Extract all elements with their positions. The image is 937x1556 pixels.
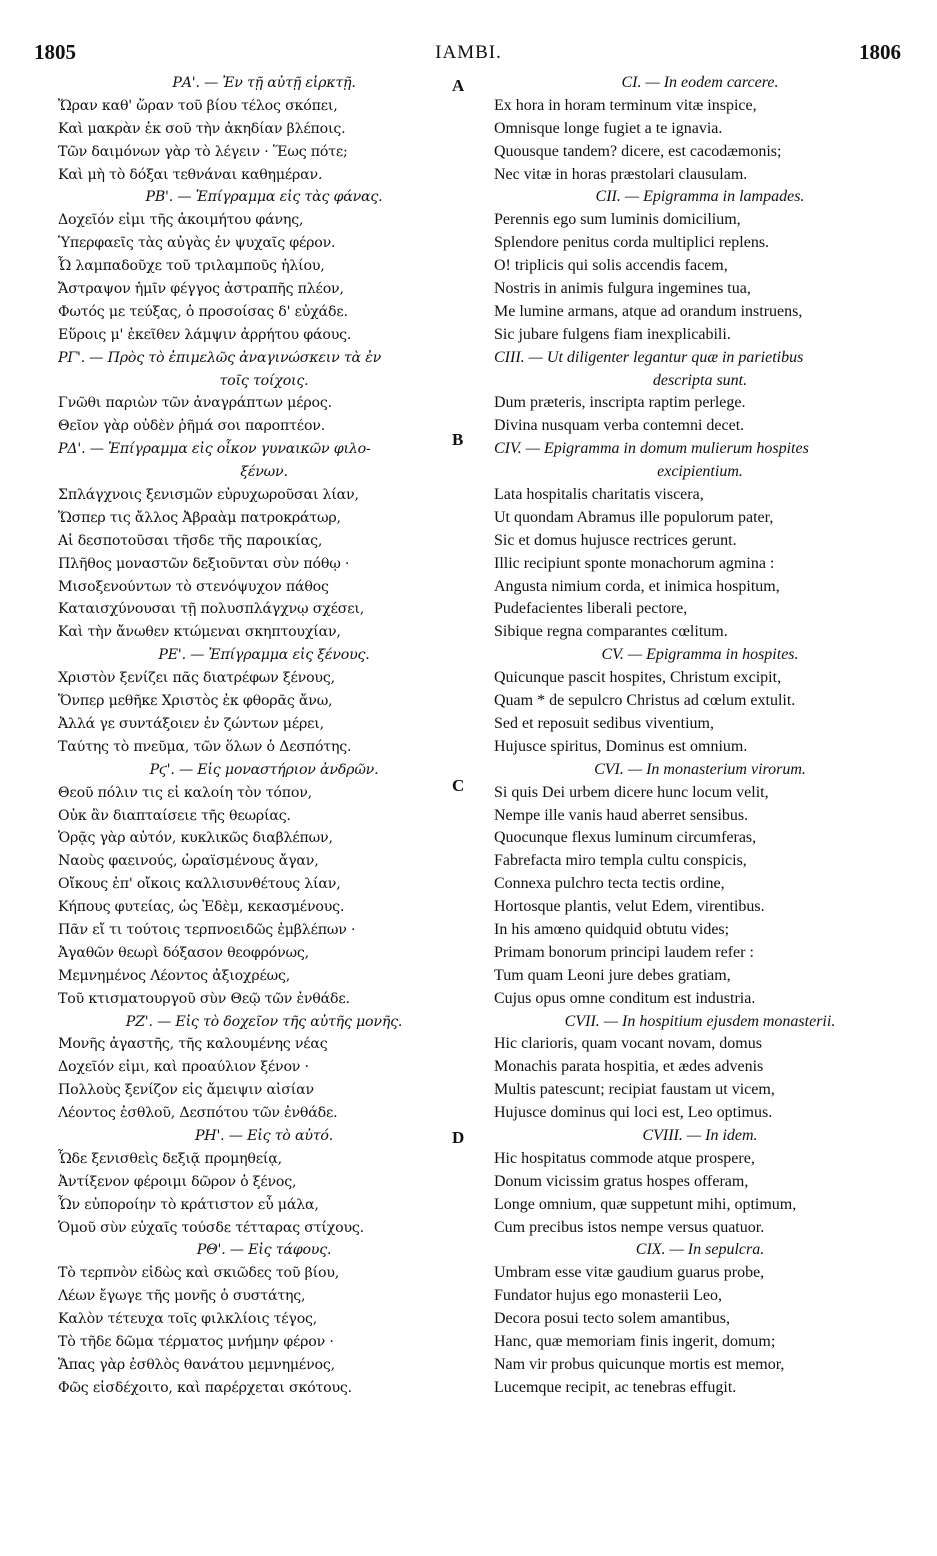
latin-verse-line: Fundator hujus ego monasterii Leo, (494, 1287, 722, 1305)
latin-verse-line: Cujus opus omne conditum est industria. (494, 989, 756, 1007)
greek-verse-line: Ὥραν καθ' ὥραν τοῦ βίου τέλος σκόπει, (58, 97, 338, 114)
greek-verse-line: Καὶ μὴ τὸ δόξαι τεθνάναι καθημέραν. (58, 166, 323, 183)
latin-verse-line: Si quis Dei urbem dicere hunc locum velit, (494, 783, 769, 801)
latin-heading: CVI. — In monasterium virorum. (594, 760, 806, 778)
greek-heading: ΡΒ'. — Ἐπίγραμμα εἰς τὰς φάνας. (145, 189, 383, 206)
greek-heading: ΡΖ'. — Εἰς τὸ δοχεῖον τῆς αὐτῆς μονῆς. (125, 1013, 403, 1030)
greek-verse-line: Γνῶθι παριὼν τῶν ἀναγράπτων μέρος. (58, 395, 332, 412)
latin-verse-line: Divina nusquam verba contemni decet. (494, 417, 745, 435)
greek-column (58, 72, 470, 1400)
greek-verse-line: Καὶ τὴν ἄνωθεν κτώμεναι σκηπτουχίαν, (58, 624, 341, 641)
latin-verse-line: Lata hospitalis charitatis viscera, (494, 486, 704, 504)
latin-verse-line: Ex hora in horam terminum vitæ inspice, (494, 96, 757, 114)
latin-verse-line: Multis patescunt; recipiat faustam ut vicem, (494, 1081, 775, 1099)
latin-verse-line: Me lumine armans, atque ad orandum instruens, (494, 302, 803, 320)
greek-verse-line: Καὶ μακρὰν ἐκ σοῦ τὴν ἀκηδίαν βλέποις. (58, 120, 346, 137)
greek-verse-line: Αἱ δεσποτοῦσαι τῆσδε τῆς παροικίας, (58, 532, 323, 549)
greek-verse-line: Ὥσπερ τις ἄλλος Ἀβραὰμ πατροκράτωρ, (58, 509, 341, 526)
latin-verse-line: Nostris in animis fulgura ingemines tua, (494, 280, 751, 298)
greek-verse-line: Θεοῦ πόλιν τις εἰ καλοίη τὸν τόπον, (58, 784, 312, 801)
latin-column (494, 72, 906, 1400)
greek-heading: ΡΓ'. — Πρὸς τὸ ἐπιμελῶς ἀναγινώσκειν τὰ ἐν (58, 349, 382, 366)
latin-verse-line: Hanc, quæ memoriam finis ingerit, domum; (494, 1332, 776, 1350)
latin-verse-line: Monachis parata hospitia, et ædes advenis (494, 1058, 764, 1076)
greek-verse-line: Ἅπας γὰρ ἐσθλὸς θανάτου μεμνημένος, (58, 1356, 335, 1373)
latin-verse-line: O! triplicis qui solis accendis facem, (494, 257, 728, 275)
margin-marker-c: C (452, 776, 465, 795)
latin-heading: CIII. — Ut diligenter legantur quæ in parietibus (494, 348, 804, 366)
latin-verse-line: Hortosque plantis, velut Edem, virentibus. (494, 898, 765, 916)
greek-verse-line: Ὦ λαμπαδοῦχε τοῦ τριλαμποῦς ἡλίου, (58, 258, 325, 275)
latin-verse-line: Quam * de sepulcro Christus ad cœlum extulit. (494, 692, 796, 710)
latin-verse-line: Quousque tandem? dicere, est cacodæmonis; (494, 142, 782, 160)
greek-verse-line: Φωτός με τεύξας, ὁ προσοίσας δ' εὐχάδε. (58, 303, 348, 320)
greek-verse-line: Μισοξενούντων τὸ στενόψυχον πάθος (58, 578, 329, 595)
latin-verse-line: Fabrefacta miro templa cultu conspicis, (494, 852, 747, 870)
greek-verse-line: Δοχεῖόν εἰμι τῆς ἀκοιμήτου φάνης, (58, 212, 304, 229)
margin-marker-a: A (452, 76, 465, 95)
greek-heading: τοῖς τοίχοις. (219, 372, 309, 389)
greek-verse-line: Σπλάγχνοις ξενισμῶν εὐρυχωροῦσαι λίαν, (58, 487, 359, 504)
latin-verse-line: Pudefacientes liberali pectore, (494, 600, 688, 618)
greek-verse-line: Ὧδε ξενισθεὶς δεξιᾷ προμηθείᾳ, (58, 1150, 282, 1167)
latin-verse-line: Splendore penitus corda multiplici replens. (494, 234, 770, 252)
latin-heading: CVIII. — In idem. (642, 1126, 758, 1144)
greek-verse-line: Καλὸν τέτευχα τοῖς φιλκλίοις τέγος, (58, 1311, 318, 1328)
greek-heading: ξένων. (240, 464, 288, 481)
greek-verse-line: Πολλοὺς ξενίζον εἰς ἄμειψιν αἰσίαν (58, 1082, 314, 1099)
latin-heading: CI. — In eodem carcere. (621, 74, 779, 91)
greek-verse-line: Φῶς εἰσδέχοιτο, καὶ παρέρχεται σκότους. (58, 1379, 352, 1396)
greek-verse-line: Χριστὸν ξενίζει πᾶς διατρέφων ξένους, (58, 670, 335, 687)
margin-marker-b: B (452, 430, 464, 449)
latin-verse-line: Hic clarioris, quam vocant novam, domus (494, 1035, 762, 1053)
latin-verse-line: Longe omnium, quæ suppetunt mihi, optimum, (494, 1195, 797, 1213)
greek-verse-line: Ἀλλά γε συντάξοιεν ἐν ζώντων μέρει, (58, 715, 324, 732)
latin-verse-line: Tum quam Leoni jure debes gratiam, (494, 966, 731, 984)
latin-verse-line: Quocunque flexus luminum circumferas, (494, 829, 757, 847)
latin-verse-line: Nec vitæ in horas præstolari clausulam. (494, 165, 748, 183)
latin-heading: CVII. — In hospitium ejusdem monasterii. (564, 1012, 836, 1030)
latin-verse-line: Umbram esse vitæ gaudium guarus probe, (494, 1264, 765, 1282)
greek-verse-line: Δοχεῖόν εἰμι, καὶ προαύλιον ξένον · (58, 1059, 309, 1076)
margin-marker-d: D (452, 1128, 465, 1147)
greek-heading: Ρϛ'. — Εἰς μοναστήριον ἀνδρῶν. (149, 761, 379, 778)
greek-verse-line: Ἀντίξενον φέροιμι δῶρον ὁ ξένος, (58, 1173, 297, 1190)
greek-heading: ΡΑ'. — Ἐν τῇ αὐτῇ εἱρκτῇ. (172, 75, 356, 91)
greek-verse-line: Πᾶν εἴ τι τούτοις τερπνοειδῶς ἐμβλέπων · (58, 921, 356, 938)
greek-verse-line: Εὕροις μ' ἐκεῖθεν λάμψιν ἀρρήτου φάους. (58, 326, 352, 343)
greek-verse-line: Ἀγαθῶν θεωρὶ δόξασον θεοφρόνως, (58, 944, 309, 961)
greek-verse-line: Ὁμοῦ σὺν εὐχαῖς τούσδε τέτταρας στίχους. (58, 1219, 364, 1236)
latin-verse-line: Nempe ille vanis haud aberret sensibus. (494, 806, 749, 824)
greek-verse-line: Οὐκ ἂν διαπταίσειε τῆς θεωρίας. (58, 807, 291, 824)
running-title: IAMBI. (435, 42, 502, 63)
latin-verse-line: Lucemque recipit, ac tenebras effugit. (494, 1378, 737, 1396)
greek-verse-line: Ἄστραψον ἡμῖν φέγγος ἀστραπῆς πλέον, (58, 281, 344, 298)
greek-verse-line: Τὸ τῆδε δῶμα τέρματος μνήμην φέρον · (58, 1333, 334, 1350)
greek-verse-line: Τοῦ κτισματουργοῦ σὺν Θεῷ τῶν ἐνθάδε. (58, 990, 350, 1007)
latin-verse-line: Quicunque pascit hospites, Christum excipit, (494, 669, 782, 687)
latin-heading: CIX. — In sepulcra. (635, 1241, 765, 1259)
latin-verse-line: In his amœno quidquid obtutu vides; (494, 920, 730, 938)
latin-verse-line: Donum vicissim gratus hospes offeram, (494, 1172, 749, 1190)
greek-heading: ΡΘ'. — Εἰς τάφους. (196, 1242, 332, 1259)
latin-heading: CII. — Epigramma in lampades. (595, 188, 805, 206)
latin-heading: CV. — Epigramma in hospites. (601, 646, 799, 664)
latin-heading: excipientium. (657, 463, 743, 481)
latin-verse-line: Sibique regna comparantes cœlitum. (494, 623, 728, 641)
latin-verse-line: Illic recipiunt sponte monachorum agmina : (494, 554, 775, 572)
greek-verse-line: Λέοντος ἐσθλοῦ, Δεσπότου τῶν ἐνθάδε. (58, 1105, 338, 1122)
latin-verse-line: Hujusce spiritus, Dominus est omnium. (494, 737, 748, 755)
greek-verse-line: Ναοὺς φαεινούς, ὡραϊσμένους ἄγαν, (58, 853, 319, 870)
greek-heading: ΡΔ'. — Ἐπίγραμμα εἰς οἶκον γυναικῶν φιλο- (58, 441, 371, 458)
greek-verse-line: Μεμνημένος Λέοντος ἀξιοχρέως, (58, 967, 291, 984)
left-page-number: 1805 (34, 40, 76, 64)
greek-verse-line: Τῶν δαιμόνων γὰρ τὸ λέγειν · Ἕως πότε; (58, 143, 348, 160)
latin-heading: CIV. — Epigramma in domum mulierum hospites (494, 440, 809, 458)
latin-verse-line: Hic hospitatus commode atque prospere, (494, 1149, 755, 1167)
greek-verse-line: Καταισχύνουσαι τῇ πολυσπλάγχνῳ σχέσει, (58, 601, 365, 618)
greek-verse-line: Κήπους φυτείας, ὡς Ἐδὲμ, κεκασμένους. (58, 899, 345, 916)
latin-verse-line: Hujusce dominus qui loci est, Leo optimus. (494, 1104, 773, 1122)
latin-verse-line: Sic jubare fulgens fiam inexplicabili. (494, 325, 731, 343)
latin-verse-line: Omnisque longe fugiet a te ignavia. (494, 119, 723, 137)
latin-verse-line: Decora posui tecto solem amantibus, (494, 1310, 730, 1328)
greek-verse-line: Ὅνπερ μεθῆκε Χριστὸς ἐκ φθορᾶς ἄνω, (58, 693, 333, 710)
latin-verse-line: Angusta nimium corda, et inimica hospitum, (494, 577, 780, 595)
latin-verse-line: Ut quondam Abramus ille populorum pater, (494, 508, 774, 526)
latin-verse-line: Connexa pulchro tecta tectis ordine, (494, 875, 725, 893)
latin-verse-line: Nam vir probus quicunque mortis est memor, (494, 1355, 785, 1373)
greek-verse-line: Ὑπερφαεῖς τὰς αὐγὰς ἐν ψυχαῖς φέρον. (58, 235, 336, 252)
right-page-number: 1806 (859, 40, 901, 64)
latin-verse-line: Primam bonorum principi laudem refer : (494, 943, 754, 961)
latin-verse-line: Sed et reposuit sedibus viventium, (494, 714, 714, 732)
latin-verse-line: Dum præteris, inscripta raptim perlege. (494, 394, 746, 412)
greek-verse-line: Ὧν εὐποροίην τὸ κράτιστον εὖ μάλα, (58, 1196, 319, 1213)
greek-verse-line: Οἴκους ἐπ' οἴκοις καλλισυνθέτους λίαν, (58, 876, 341, 893)
latin-verse-line: Cum precibus istos nempe versus quatuor. (494, 1218, 765, 1236)
greek-verse-line: Λέων ἔγωγε τῆς μονῆς ὁ συστάτης, (58, 1288, 306, 1305)
greek-verse-line: Θεῖον γὰρ οὐδὲν ῥῆμά σοι παροπτέον. (58, 418, 326, 435)
greek-verse-line: Πλῆθος μοναστῶν δεξιοῦνται σὺν πόθῳ · (58, 555, 350, 572)
greek-heading: ΡΕ'. — Ἐπίγραμμα εἰς ξένους. (158, 647, 370, 664)
greek-verse-line: Μονῆς ἀγαστῆς, τῆς καλουμένης νέας (58, 1036, 328, 1053)
latin-heading: descripta sunt. (652, 371, 748, 389)
latin-verse-line: Sic et domus hujusce rectrices gerunt. (494, 531, 737, 549)
greek-heading: ΡΗ'. — Εἰς τὸ αὐτό. (194, 1127, 334, 1144)
greek-verse-line: Τὸ τερπνὸν εἰδὼς καὶ σκιῶδες τοῦ βίου, (58, 1265, 340, 1282)
greek-verse-line: Ταύτης τὸ πνεῦμα, τῶν ὅλων ὁ Δεσπότης. (58, 738, 352, 755)
greek-verse-line: Ὁρᾷς γὰρ αὐτόν, κυκλικῶς διαβλέπων, (58, 830, 333, 847)
latin-verse-line: Perennis ego sum luminis domicilium, (494, 211, 741, 229)
